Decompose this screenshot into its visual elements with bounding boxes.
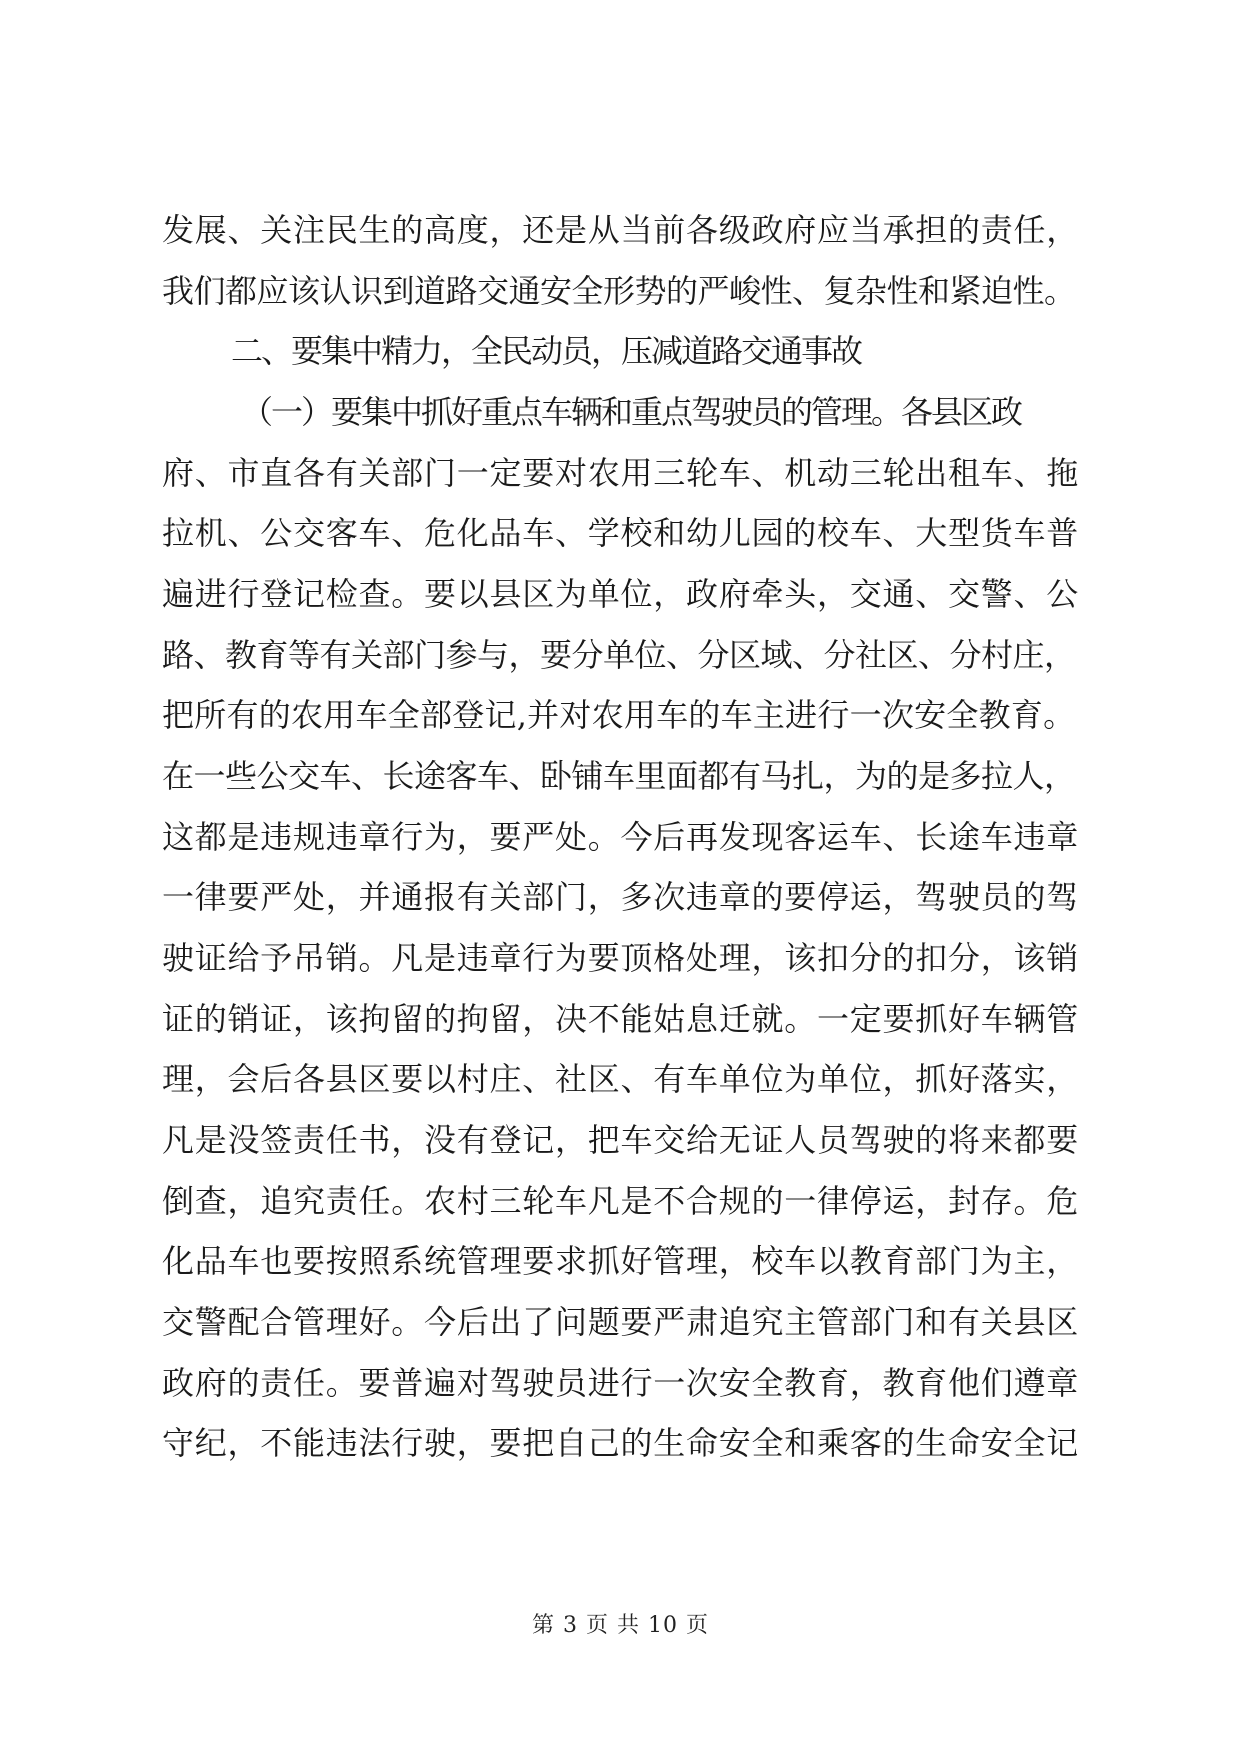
body-line: 理，会后各县区要以村庄、社区、有车单位为单位，抓好落实， [162, 1060, 1080, 1098]
body-line: 遍进行登记检查。要以县区为单位，政府牵头，交通、交警、公 [162, 575, 1080, 613]
body-line: 把所有的农用车全部登记,并对农用车的车主进行一次安全教育。 [162, 696, 1076, 734]
body-line: 驶证给予吊销。凡是违章行为要顶格处理，该扣分的扣分，该销 [162, 939, 1080, 977]
body-line: 凡是没签责任书，没有登记，把车交给无证人员驾驶的将来都要 [162, 1121, 1080, 1159]
body-line: 这都是违规违章行为，要严处。今后再发现客运车、长途车违章 [162, 818, 1080, 856]
body-line: 拉机、公交客车、危化品车、学校和幼儿园的校车、大型货车普 [162, 514, 1080, 552]
body-line: 我们都应该认识到道路交通安全形势的严峻性、复杂性和紧迫性。 [162, 272, 1076, 310]
section-heading: 二、要集中精力，全民动员，压减道路交通事故 [231, 332, 862, 370]
body-line: 在一些公交车、长途客车、卧铺车里面都有马扎，为的是多拉人， [162, 757, 1076, 795]
body-line: 路、教育等有关部门参与，要分单位、分区域、分社区、分村庄， [162, 636, 1076, 674]
body-line: 政府的责任。要普遍对驾驶员进行一次安全教育，教育他们遵章 [162, 1364, 1080, 1402]
body-line: 守纪，不能违法行驶，要把自己的生命安全和乘客的生命安全记 [162, 1424, 1080, 1462]
body-line: 一律要严处，并通报有关部门，多次违章的要停运，驾驶员的驾 [162, 878, 1080, 916]
body-line: 倒查，追究责任。农村三轮车凡是不合规的一律停运，封存。危 [162, 1182, 1080, 1220]
body-line: 交警配合管理好。今后出了问题要严肃追究主管部门和有关县区 [162, 1303, 1080, 1341]
page-number-footer: 第 3 页 共 10 页 [532, 1613, 709, 1638]
body-line: 证的销证，该拘留的拘留，决不能姑息迁就。一定要抓好车辆管 [162, 1000, 1080, 1038]
subsection-heading-line: （一）要集中抓好重点车辆和重点驾驶员的管理。各县区政 [241, 393, 1022, 431]
body-line: 府、市直各有关部门一定要对农用三轮车、机动三轮出租车、拖 [162, 454, 1080, 492]
body-line: 化品车也要按照系统管理要求抓好管理，校车以教育部门为主， [162, 1242, 1080, 1280]
body-line: 发展、关注民生的高度，还是从当前各级政府应当承担的责任， [162, 211, 1080, 249]
